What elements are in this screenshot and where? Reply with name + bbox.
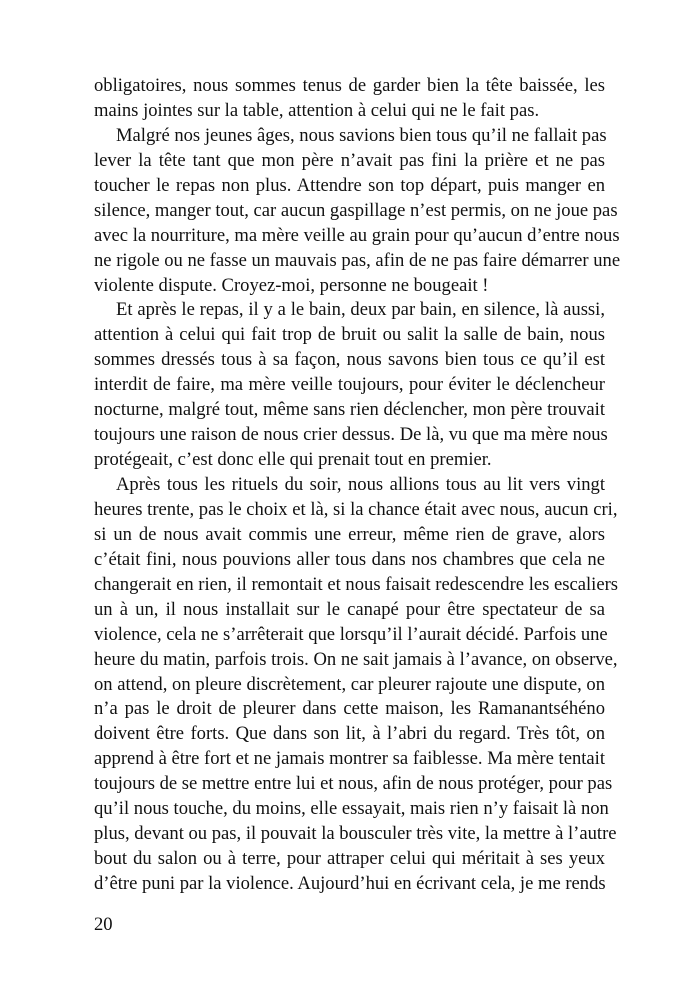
text-line: ne rigole ou ne fasse un mauvais pas, afin de ne pas faire démarrer une — [94, 249, 621, 271]
text-line: attention à celui qui fait trop de bruit ou salit la salle de bain, nous — [94, 324, 605, 346]
paragraph — [94, 298, 608, 473]
text-line: interdit de faire, ma mère veille toujours, pour éviter le déclencheur — [94, 374, 605, 396]
text-line: mains jointes sur la table, attention à celui qui ne le fait pas. — [94, 99, 540, 121]
text-line: bout du salon ou à terre, pour attraper celui qui méritait à ses yeux — [94, 848, 605, 870]
text-line: d’être puni par la violence. Aujourd’hui en écrivant cela, je me rends — [94, 873, 606, 894]
text-line: violence, cela ne s’arrêterait que lorsqu’il l’aurait décidé. Parfois une — [94, 623, 608, 645]
body-text — [94, 74, 621, 897]
text-line: toucher le repas non plus. Attendre son top départ, puis manger en — [94, 174, 605, 196]
text-line: c’était fini, nous pouvions aller tous dans nos chambres que cela ne — [94, 548, 605, 570]
text-line: sommes dressés tous à sa façon, nous savons bien tous ce qu’il est — [94, 349, 605, 371]
page-number: 20 — [94, 914, 113, 935]
text-line: toujours de se mettre entre lui et nous, afin de nous protéger, pour pas — [94, 773, 613, 795]
text-line: si un de nous avait commis une erreur, même rien de grave, alors — [94, 523, 605, 545]
paragraph — [94, 74, 605, 124]
text-line: toujours une raison de nous crier dessus. De là, vu que ma mère nous — [94, 424, 608, 446]
text-line: on attend, on pleure discrètement, car pleurer rajoute une dispute, on — [94, 673, 605, 695]
text-line: changerait en rien, il remontait et nous faisait redescendre les escaliers — [94, 573, 619, 595]
paragraph — [94, 473, 619, 897]
text-line: violente dispute. Croyez-moi, personne ne bougeait ! — [94, 274, 489, 296]
text-line: un à un, il nous installait sur le canapé pour être spectateur de sa — [94, 598, 605, 620]
text-line: plus, devant ou pas, il pouvait la bousculer très vite, la mettre à l’autre — [94, 823, 617, 845]
text-line: nocturne, malgré tout, même sans rien déclencher, mon père trouvait — [94, 399, 605, 421]
text-line: n’a pas le droit de pleurer dans cette maison, les Ramanantséhéno — [94, 698, 605, 720]
text-line: heures trente, pas le choix et là, si la chance était avec nous, aucun cri, — [94, 498, 618, 520]
text-line: Et après le repas, il y a le bain, deux par bain, en silence, là aussi, — [116, 299, 605, 321]
text-line: avec la nourriture, ma mère veille au grain pour qu’aucun d’entre nous — [94, 224, 620, 246]
text-line: Après tous les rituels du soir, nous allions tous au lit vers vingt — [116, 474, 605, 495]
text-line: obligatoires, nous sommes tenus de garder bien la tête baissée, les — [94, 75, 605, 96]
text-line: heure du matin, parfois trois. On ne sait jamais à l’avance, on observe, — [94, 648, 618, 670]
text-line: doivent être forts. Que dans son lit, à l’abri du regard. Très tôt, on — [94, 723, 605, 745]
text-line: silence, manger tout, car aucun gaspillage n’est permis, on ne joue pas — [94, 199, 618, 221]
text-line: apprend à être fort et ne jamais montrer sa faiblesse. Ma mère tentait — [94, 748, 605, 770]
text-line: lever la tête tant que mon père n’avait pas fini la prière et ne pas — [94, 149, 605, 171]
text-line: qu’il nous touche, du moins, elle essayait, mais rien n’y faisait là non — [94, 798, 609, 820]
paragraph — [94, 124, 621, 299]
text-line: Malgré nos jeunes âges, nous savions bien tous qu’il ne fallait pas — [116, 124, 607, 146]
text-line: protégeait, c’est donc elle qui prenait tout en premier. — [94, 449, 492, 471]
